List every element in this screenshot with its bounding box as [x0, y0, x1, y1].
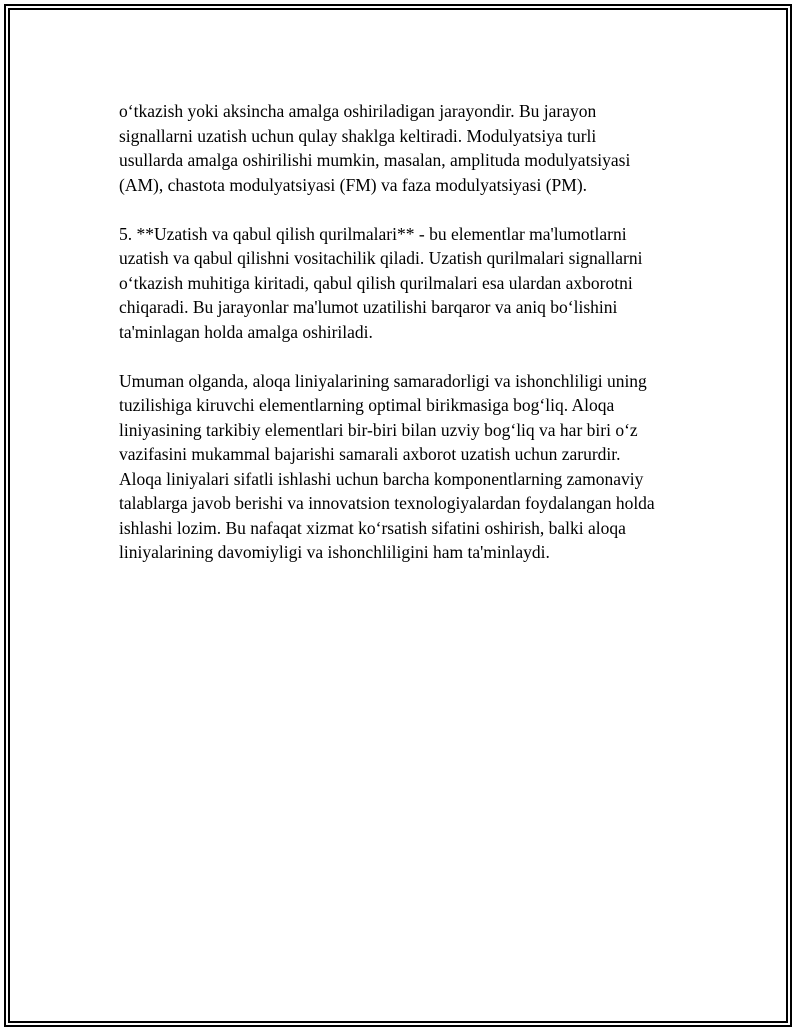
paragraph-transmission-devices: [119, 222, 719, 345]
text-line: Aloqa liniyalari sifatli ishlashi uchun barcha komponentlarning zamonaviy: [119, 468, 644, 489]
text-line: liniyalarining davomiyligi va ishonchliligini ham ta'minlaydi.: [119, 542, 550, 562]
paragraph-modulation: [119, 99, 719, 197]
document-page: [4, 4, 792, 1027]
text-line: usullarda amalga oshirilishi mumkin, masalan, amplituda modulyatsiyasi: [119, 150, 631, 170]
text-line: ishlashi lozim. Bu nafaqat xizmat ko‘rsatish sifatini oshirish, balki aloqa: [119, 517, 626, 538]
text-line: liniyasining tarkibiy elementlari bir-biri bilan uzviy bog‘liq va har biri o‘z: [119, 419, 638, 440]
text-line: signallarni uzatish uchun qulay shaklga keltiradi. Modulyatsiya turli: [119, 125, 597, 146]
text-line: o‘tkazish yoki aksincha amalga oshiriladigan jarayondir. Bu jarayon: [119, 101, 597, 121]
text-line: vazifasini mukammal bajarishi samarali axborot uzatish uchun zarurdir.: [119, 444, 621, 464]
paragraph-conclusion: [119, 369, 719, 565]
text-line: tuzilishiga kiruvchi elementlarning optimal birikmasiga bog‘liq. Aloqa: [119, 395, 615, 415]
text-line: Umuman olganda, aloqa liniyalarining samaradorligi va ishonchliligi uning: [119, 370, 647, 391]
document-body: [119, 99, 719, 589]
text-line: chiqaradi. Bu jarayonlar ma'lumot uzatilishi barqaror va aniq bo‘lishini: [119, 297, 618, 317]
text-line: uzatish va qabul qilishni vositachilik qiladi. Uzatish qurilmalari signallarni: [119, 248, 643, 268]
text-line: o‘tkazish muhitiga kiritadi, qabul qilish qurilmalari esa ulardan axborotni: [119, 272, 633, 293]
text-line: talablarga javob berishi va innovatsion texnologiyalardan foydalangan holda: [119, 493, 655, 513]
text-line: (AM), chastota modulyatsiyasi (FM) va faza modulyatsiyasi (PM).: [119, 174, 588, 195]
text-line: 5. **Uzatish va qabul qilish qurilmalari** - bu elementlar ma'lumotlarni: [119, 223, 627, 244]
text-line: ta'minlagan holda amalga oshiriladi.: [119, 321, 373, 342]
